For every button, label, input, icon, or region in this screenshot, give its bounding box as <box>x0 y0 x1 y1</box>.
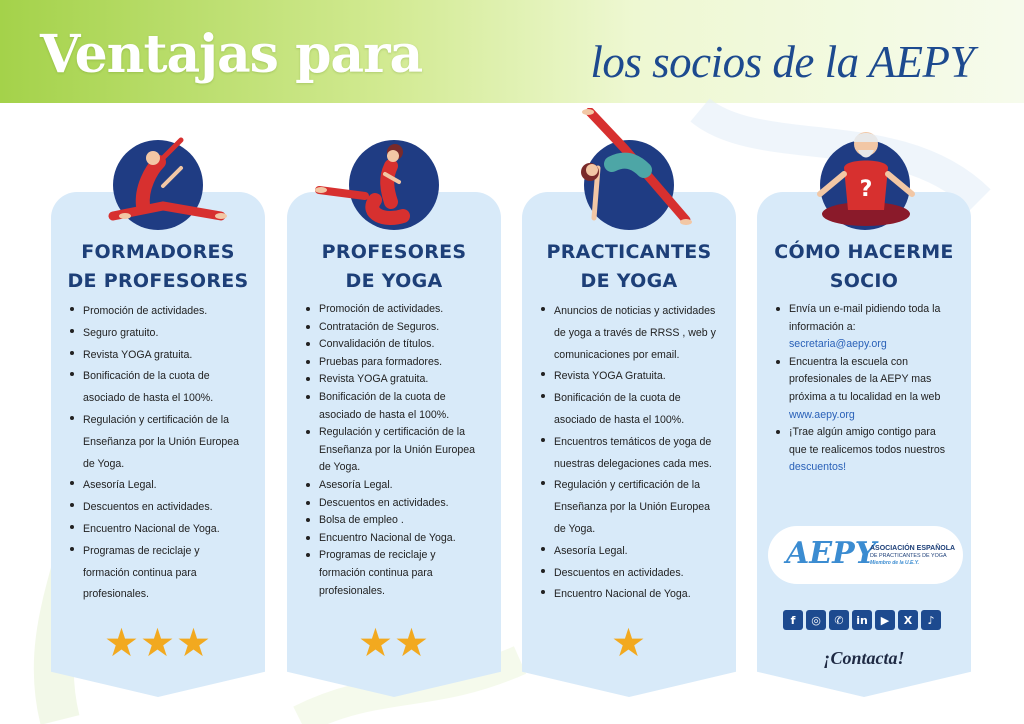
benefits-list <box>540 301 740 606</box>
youtube-icon[interactable]: ▶ <box>875 610 895 630</box>
page-title: Ventajas para <box>40 24 423 85</box>
list-item: Bonificación de la cuota de asociado de hasta el 100%. <box>319 389 500 424</box>
list-item: Asesoría Legal. <box>83 475 259 497</box>
list-item: Descuentos en actividades. <box>319 495 500 513</box>
list-item: Encuentros temáticos de yoga de nuestras delegaciones cada mes. <box>554 432 740 476</box>
social-icons <box>783 610 941 630</box>
list-item: Envía un e-mail pidiendo toda la información a: secretaria@aepy.org <box>789 301 970 354</box>
list-item: Convalidación de títulos. <box>319 336 500 354</box>
tiktok-icon[interactable]: ♪ <box>921 610 941 630</box>
list-item: Descuentos en actividades. <box>554 563 740 585</box>
rating-stars: ★ <box>611 622 647 665</box>
page-subtitle: los socios de la AEPY <box>590 37 974 87</box>
list-item: Revista YOGA gratuita. <box>83 345 259 367</box>
card-title-profesores: PROFESORES DE YOGA <box>321 241 467 292</box>
benefits-list <box>69 301 259 606</box>
list-item: Regulación y certificación de la Enseñanza por la Unión Europea de Yoga. <box>319 424 500 477</box>
aepy-logo-name: ASOCIACIÓN ESPAÑOLA <box>870 545 956 552</box>
yoga-pose-side-plank-icon <box>568 108 698 230</box>
list-item: Seguro gratuito. <box>83 323 259 345</box>
x-icon[interactable]: X <box>898 610 918 630</box>
yoga-pose-dancer-icon <box>103 128 233 228</box>
facebook-icon[interactable]: f <box>783 610 803 630</box>
website-link[interactable]: www.aepy.org <box>789 408 855 421</box>
card-title-practicantes: PRACTICANTES DE YOGA <box>546 241 712 292</box>
card-title-formadores: FORMADORES DE PROFESORES <box>67 241 249 292</box>
steps-list <box>775 301 970 477</box>
list-item: Anuncios de noticias y actividades de yoga a través de RRSS , web y comunicaciones por email. <box>554 301 740 366</box>
rating-stars: ★★★ <box>104 622 212 665</box>
list-item: Bonificación de la cuota de asociado de hasta el 100%. <box>83 366 259 410</box>
aepy-logo-member: Miembro de la U.E.Y. <box>870 560 919 566</box>
card-title-como-hacerme-socio: CÓMO HACERME SOCIO <box>774 241 954 292</box>
instagram-icon[interactable]: ◎ <box>806 610 826 630</box>
email-link[interactable]: secretaria@aepy.org <box>789 338 887 351</box>
list-item: Bolsa de empleo . <box>319 512 500 530</box>
list-item: Descuentos en actividades. <box>83 497 259 519</box>
list-item: Encuentra la escuela con profesionales de la AEPY mas próxima a tu localidad en la web www.aepy.org <box>789 354 970 424</box>
list-item: Pruebas para formadores. <box>319 354 500 372</box>
list-item: Programas de reciclaje y formación continua para profesionales. <box>319 547 500 600</box>
contact-label[interactable]: ¡Contacta! <box>823 648 905 668</box>
list-item: Promoción de actividades. <box>319 301 500 319</box>
list-item: Encuentro Nacional de Yoga. <box>83 519 259 541</box>
list-item: Revista YOGA Gratuita. <box>554 366 740 388</box>
list-item: Contratación de Seguros. <box>319 319 500 337</box>
list-item: Regulación y certificación de la Enseñanza por la Unión Europea de Yoga. <box>83 410 259 475</box>
benefits-list <box>305 301 500 600</box>
list-item: Bonificación de la cuota de asociado de hasta el 100%. <box>554 388 740 432</box>
discounts-link[interactable]: descuentos! <box>789 461 847 474</box>
linkedin-icon[interactable]: in <box>852 610 872 630</box>
list-item: Promoción de actividades. <box>83 301 259 323</box>
rating-stars: ★★ <box>358 622 430 665</box>
list-item: Revista YOGA gratuita. <box>319 371 500 389</box>
question-mark-icon: ? <box>859 177 873 202</box>
list-item: Encuentro Nacional de Yoga. <box>319 530 500 548</box>
list-item: Asesoría Legal. <box>319 477 500 495</box>
list-item: Programas de reciclaje y formación continua para profesionales. <box>83 541 259 606</box>
list-item: Regulación y certificación de la Enseñanza por la Unión Europea de Yoga. <box>554 475 740 540</box>
whatsapp-icon[interactable]: ✆ <box>829 610 849 630</box>
aepy-logo-mark: AEPY <box>786 536 877 571</box>
list-item: Encuentro Nacional de Yoga. <box>554 584 740 606</box>
yoga-pose-seated-stretch-icon <box>315 130 445 230</box>
aepy-logo-subtitle: DE PRACTICANTES DE YOGA <box>870 553 947 559</box>
meditating-man-question-icon <box>812 124 920 230</box>
list-item: ¡Trae algún amigo contigo para que te realicemos todos nuestros descuentos! <box>789 424 970 477</box>
list-item: Asesoría Legal. <box>554 541 740 563</box>
